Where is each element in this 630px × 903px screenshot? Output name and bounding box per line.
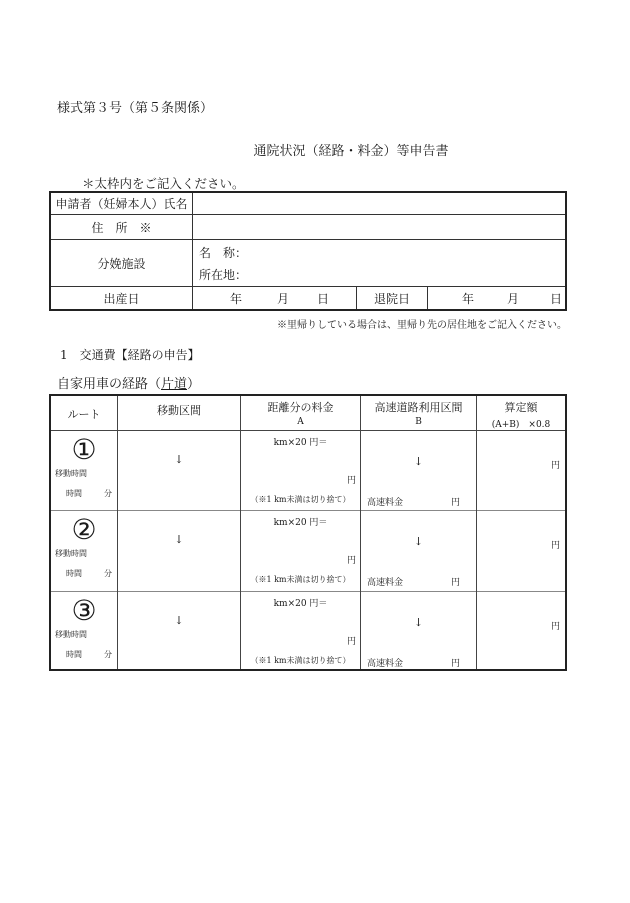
route-number: ③ [71,594,97,627]
highway-yen[interactable]: 円 [451,659,461,669]
address-field[interactable] [193,215,565,239]
highway-fee-label: 高速料金 [367,498,404,508]
facility-address-label: 所在地： [199,267,248,282]
rounding-note: （※1 km未満は切り捨て） [250,575,351,584]
table-row [51,592,565,669]
down-arrow-icon: ↓ [174,453,184,466]
hours-label[interactable]: 時間 [66,489,82,498]
total-yen[interactable]: 円 [551,622,561,632]
birth-date-label: 出産日 [103,291,140,306]
col-header-section: 移動区間 [157,404,201,417]
minutes-label[interactable]: 分 [104,650,112,659]
facility-address-field[interactable] [199,264,559,284]
distance-formula[interactable]: km×20 円＝ [273,438,328,448]
one-way-underlined: 片道 [161,377,188,392]
down-arrow-icon: ↓ [413,535,424,548]
route-number: ② [71,513,97,546]
total-yen[interactable]: 円 [551,461,561,471]
rounding-note: （※1 km未満は切り捨て） [250,656,351,665]
travel-time-label: 移動時間 [55,549,87,558]
down-arrow-icon: ↓ [413,616,424,629]
distance-formula[interactable]: km×20 円＝ [273,518,328,528]
month-label: 月 [277,291,290,306]
highway-fee-label: 高速料金 [367,578,404,588]
page-title: 通院状況（経路・料金）等申告書 [253,144,449,159]
instruction-text: ＊太枠内をご記入ください。 [82,176,245,191]
col-sub-b: B [415,417,422,427]
highway-yen[interactable]: 円 [451,498,461,508]
col-header-route: ルート [67,408,101,421]
yen-label: 円 [347,476,357,486]
day-label: 日 [317,291,330,306]
highway-yen[interactable]: 円 [451,578,461,588]
col-sub-formula: (A+B) ×0.8 [491,420,551,430]
rounding-note: （※1 km未満は切り捨て） [250,495,351,504]
down-arrow-icon: ↓ [413,455,424,468]
address-label: 住 所 ※ [91,220,152,235]
applicant-table [49,191,567,311]
facility-name-field[interactable] [199,242,559,262]
address-note: ※里帰りしている場合は、里帰り先の居住地をご記入ください。 [277,320,567,331]
form-number: 様式第３号（第５条関係） [57,101,214,116]
travel-time-label: 移動時間 [55,469,87,478]
facility-name-label: 名 称： [199,245,248,260]
travel-time-label: 移動時間 [55,630,87,639]
facility-label: 分娩施設 [97,256,146,271]
discharge-date-field[interactable] [428,287,565,309]
day-label: 日 [550,291,563,306]
total-yen[interactable]: 円 [551,541,561,551]
minutes-label[interactable]: 分 [104,489,112,498]
route-number: ① [71,433,97,466]
year-label: 年 [462,291,475,306]
year-label: 年 [230,291,243,306]
col-header-distance: 距離分の料金 [267,401,334,414]
applicant-name-label: 申請者（妊婦本人）氏名 [55,197,188,211]
down-arrow-icon: ↓ [174,533,184,546]
discharge-date-label: 退院日 [373,291,410,306]
down-arrow-icon: ↓ [174,614,184,627]
col-sub-a: A [297,417,304,427]
col-header-highway: 高速道路利用区間 [374,401,463,414]
hours-label[interactable]: 時間 [66,569,82,578]
minutes-label[interactable]: 分 [104,569,112,578]
hours-label[interactable]: 時間 [66,650,82,659]
route-table [49,394,567,671]
highway-fee-label: 高速料金 [367,659,404,669]
col-header-total: 算定額 [504,401,538,414]
table-row [51,431,565,510]
route-subheading: 自家用車の経路（片道） [57,377,201,392]
month-label: 月 [507,291,520,306]
yen-label: 円 [347,637,357,647]
birth-date-field[interactable] [193,287,356,309]
distance-formula[interactable]: km×20 円＝ [273,599,328,609]
yen-label: 円 [347,556,357,566]
section-heading: 1 交通費【経路の申告】 [60,348,200,362]
applicant-name-field[interactable] [193,193,565,214]
table-row [51,511,565,591]
